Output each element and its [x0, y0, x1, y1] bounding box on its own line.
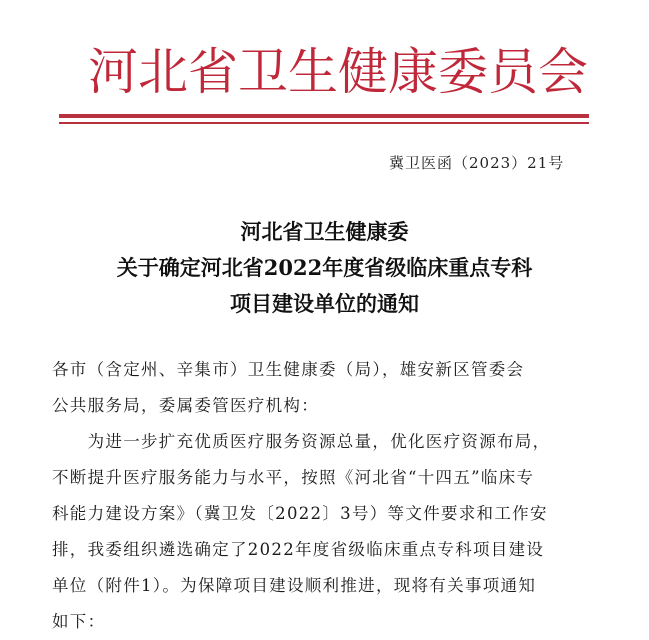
body-line-3: 为进一步扩充优质医疗服务资源总量，优化医疗资源布局，	[52, 432, 551, 451]
masthead-title: 河北省卫生健康委员会	[88, 43, 588, 101]
body-line-8: 如下：	[52, 612, 106, 631]
body-line-5: 科能力建设方案》（冀卫发〔2022〕3号）等文件要求和工作安	[52, 504, 548, 523]
body-line-7: 单位（附件1）。为保障项目建设顺利推进，现将有关事项通知	[52, 576, 537, 595]
body-line-1: 各市（含定州、辛集市）卫生健康委（局），雄安新区管委会	[52, 360, 525, 379]
masthead-rule-thick	[59, 114, 589, 118]
body-line-4: 不断提升医疗服务能力与水平，按照《河北省“十四五”临床专	[52, 468, 535, 487]
document-number: 冀卫医函（2023）21号	[389, 154, 565, 172]
doc-title-line-1: 河北省卫生健康委	[240, 219, 409, 244]
masthead-rule-thin	[59, 122, 589, 124]
doc-title-line-3: 项目建设单位的通知	[230, 291, 419, 316]
body-line-6: 排，我委组织遴选确定了2022年度省级临床重点专科项目建设	[52, 540, 545, 559]
doc-title-line-2: 关于确定河北省2022年度省级临床重点专科	[116, 255, 533, 280]
body-line-2: 公共服务局，委属委管医疗机构：	[52, 396, 319, 415]
